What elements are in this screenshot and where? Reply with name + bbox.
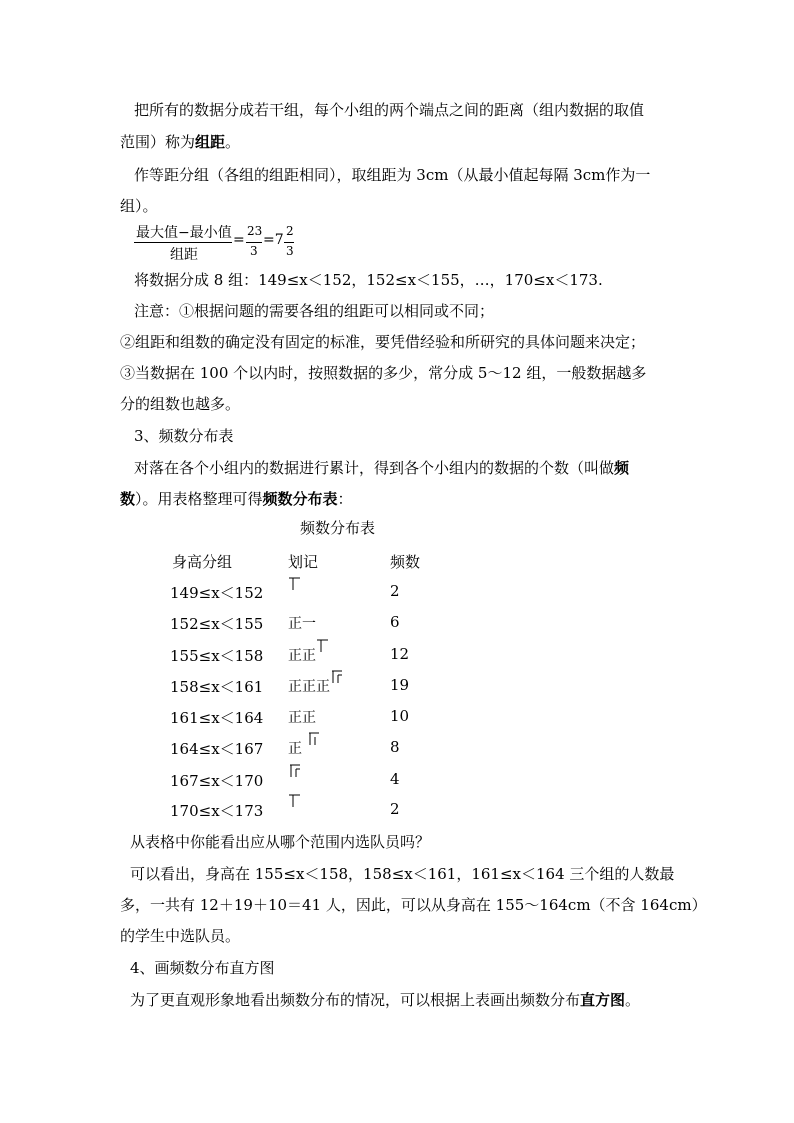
tally-text: 正 <box>288 741 302 757</box>
term-bold: 数 <box>120 490 136 508</box>
text: 范围）称为 <box>120 133 196 151</box>
fraction-bar <box>246 242 262 243</box>
text: 。 <box>625 991 641 1009</box>
tally-partial-icon <box>307 732 321 746</box>
column-header: 身高分组 <box>172 553 233 571</box>
text: ： <box>337 490 353 508</box>
column-header: 频数 <box>390 553 421 571</box>
section-heading: 3、频数分布表 <box>134 427 234 445</box>
tally-mark: 正正 <box>288 710 316 726</box>
table-cell-frequency: 6 <box>390 613 400 631</box>
mixed-numerator: 2 <box>286 224 294 238</box>
tally-mark <box>288 676 344 696</box>
fraction-denominator: 3 <box>250 244 258 258</box>
table-cell-frequency: 10 <box>390 707 410 725</box>
tally-partial-icon <box>288 764 302 778</box>
term-bold: 频数分布表 <box>262 490 338 508</box>
fraction-numerator: 23 <box>247 224 263 238</box>
answer-line: 可以看出，身高在 155≤x＜158，158≤x＜161，161≤x＜164 三个组的人数最 <box>130 865 675 883</box>
table-cell-group: 161≤x＜164 <box>170 709 264 727</box>
fraction-bar <box>134 242 232 243</box>
answer-line: 的学生中选队员。 <box>120 927 241 945</box>
table-cell-frequency: 8 <box>390 738 400 756</box>
tally-mark <box>288 577 302 593</box>
table-cell-frequency: 12 <box>390 645 410 663</box>
tally-mark <box>288 738 321 758</box>
section-heading: 4、画频数分布直方图 <box>130 959 275 977</box>
table-cell-group: 170≤x＜173 <box>170 802 264 820</box>
mixed-denominator: 3 <box>286 244 294 258</box>
table-cell-frequency: 4 <box>390 770 400 788</box>
tally-mark: 正一 <box>288 616 316 632</box>
table-title: 频数分布表 <box>300 519 376 537</box>
column-header: 划记 <box>288 553 319 571</box>
table-cell-group: 152≤x＜155 <box>170 615 264 633</box>
paragraph-line: 把所有的数据分成若干组，每个小组的两个端点之间的距离（组内数据的取值 <box>134 101 645 119</box>
note-line: 分的组数也越多。 <box>120 395 241 413</box>
table-cell-frequency: 2 <box>390 582 400 600</box>
paragraph-line <box>130 990 640 1010</box>
tally-partial-icon <box>316 639 330 653</box>
fraction-bar <box>284 242 294 243</box>
table-cell-frequency: 19 <box>390 676 410 694</box>
paragraph-line: 组）。 <box>120 197 158 215</box>
table-cell-group: 167≤x＜170 <box>170 772 264 790</box>
paragraph-line <box>134 458 629 478</box>
table-cell-group: 155≤x＜158 <box>170 647 264 665</box>
tally-partial-icon <box>288 577 302 591</box>
equals-sign: = <box>233 232 245 248</box>
tally-text: 正正正 <box>288 679 330 695</box>
equals-sign: =7 <box>263 232 284 248</box>
text: 。 <box>225 133 241 151</box>
answer-line: 多，一共有 12＋19＋10＝41 人，因此，可以从身高在 155～164cm（不含 164cm） <box>120 896 707 914</box>
tally-text: 正正 <box>288 648 316 664</box>
term-bold: 频 <box>614 459 630 477</box>
question-line: 从表格中你能看出应从哪个范围内选队员吗？ <box>130 833 431 851</box>
paragraph-line <box>120 132 240 152</box>
paragraph-line: 作等距分组（各组的组距相同），取组距为 3cm（从最小值起每隔 3cm作为一 <box>134 166 651 184</box>
note-line: ③当数据在 100 个以内时，按照数据的多少，常分成 5～12 组，一般数据越多 <box>120 364 647 382</box>
tally-partial-icon <box>288 794 302 808</box>
formula-numerator: 最大值−最小值 <box>136 225 232 241</box>
table-cell-group: 149≤x＜152 <box>170 584 264 602</box>
paragraph-line: 将数据分成 8 组：149≤x＜152，152≤x＜155，…，170≤x＜173. <box>134 271 603 289</box>
formula-denominator: 组距 <box>170 247 198 263</box>
text: 为了更直观形象地看出频数分布的情况，可以根据上表画出频数分布 <box>130 991 581 1009</box>
text: 对落在各个小组内的数据进行累计，得到各个小组内的数据的个数（叫做 <box>134 459 615 477</box>
table-cell-group: 164≤x＜167 <box>170 740 264 758</box>
table-cell-group: 158≤x＜161 <box>170 678 264 696</box>
paragraph-line <box>120 489 353 509</box>
tally-mark <box>288 645 330 665</box>
note-line: 注意：①根据问题的需要各组的组距可以相同或不同； <box>134 302 495 320</box>
tally-mark <box>288 794 302 810</box>
table-cell-frequency: 2 <box>390 800 400 818</box>
tally-mark <box>288 764 302 780</box>
tally-partial-icon <box>330 670 344 684</box>
term-bold: 直方图 <box>580 991 626 1009</box>
note-line: ②组距和组数的确定没有固定的标准，要凭借经验和所研究的具体问题来决定； <box>120 333 646 351</box>
text: ）。用表格整理可得 <box>135 490 263 508</box>
term-bold: 组距 <box>195 133 226 151</box>
